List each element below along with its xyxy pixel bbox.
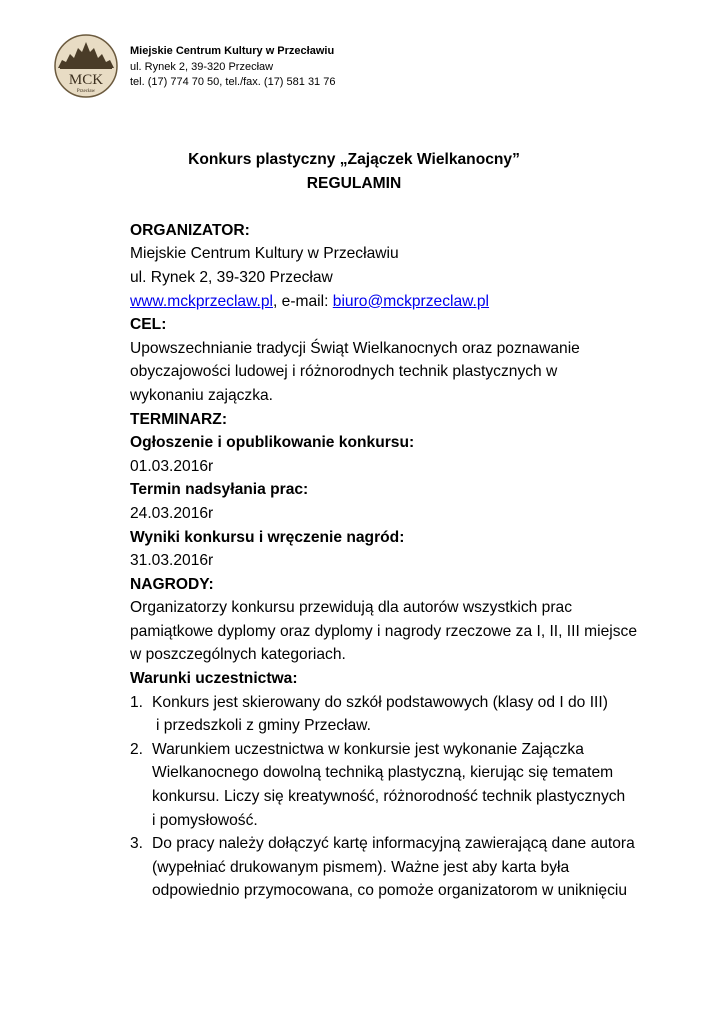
list-item-line: Wielkanocnego dowolną techniką plastyczną, kierując się tematem xyxy=(152,764,614,782)
list-item-line: i przedszkoli z gminy Przecław. xyxy=(156,717,371,735)
organizer-heading: ORGANIZATOR: xyxy=(130,221,250,239)
letterhead xyxy=(54,34,554,98)
list-item-line: Konkurs jest skierowany do szkół podstawowych (klasy od I do III) xyxy=(152,693,608,711)
email-label: , e-mail: xyxy=(272,292,333,310)
organizer-address: ul. Rynek 2, 39-320 Przecław xyxy=(130,268,333,286)
organizer-contact xyxy=(130,290,650,314)
announce-label: Ogłoszenie i opublikowanie konkursu: xyxy=(130,434,415,452)
list-item-line: (wypełniać drukowanym pismem). Ważne jest aby karta była xyxy=(152,858,570,876)
results-label: Wyniki konkursu i wręczenie nagród: xyxy=(130,528,405,546)
list-item-line: konkursu. Liczy się kreatywność, różnorodność technik plastycznych xyxy=(152,788,626,806)
list-item-line: Warunkiem uczestnictwa w konkursie jest wykonanie Zajączka xyxy=(152,740,584,758)
schedule-heading: TERMINARZ: xyxy=(130,410,228,428)
header-address: ul. Rynek 2, 39-320 Przecław xyxy=(130,60,274,73)
organizer-name: Miejskie Centrum Kultury w Przecławiu xyxy=(130,245,399,263)
goal-line: Upowszechnianie tradycji Świąt Wielkanocnych oraz poznawanie xyxy=(130,339,580,357)
mck-logo xyxy=(54,34,118,98)
document-body xyxy=(130,148,650,903)
email-link[interactable]: biuro@mckprzeclaw.pl xyxy=(332,292,490,310)
header-phone: tel. (17) 774 70 50, tel./fax. (17) 581 31 76 xyxy=(130,76,336,88)
list-item xyxy=(130,738,650,832)
doc-title: Konkurs plastyczny „Zajączek Wielkanocny” xyxy=(188,151,520,168)
list-item-number: 3. xyxy=(130,835,144,853)
goal-heading: CEL: xyxy=(130,316,167,334)
list-item-line: i pomysłowość. xyxy=(152,811,258,829)
website-link[interactable]: www.mckprzeclaw.pl xyxy=(130,292,273,310)
doc-subtitle: REGULAMIN xyxy=(306,174,402,192)
header-org-name: Miejskie Centrum Kultury w Przecławiu xyxy=(130,45,335,57)
list-item xyxy=(130,691,650,738)
goal-line: obyczajowości ludowej i różnorodnych technik plastycznych w xyxy=(130,363,558,381)
conditions-heading: Warunki uczestnictwa: xyxy=(130,670,298,688)
list-item-number: 2. xyxy=(130,740,144,758)
prizes-line: pamiątkowe dyplomy oraz dyplomy i nagrody rzeczowe za I, II, III miejsce xyxy=(130,622,637,640)
deadline-label: Termin nadsyłania prac: xyxy=(130,481,309,499)
announce-date: 01.03.2016r xyxy=(130,457,214,475)
goal-line: wykonaniu zajączka. xyxy=(130,386,274,404)
results-date: 31.03.2016r xyxy=(130,552,214,570)
list-item-line: odpowiednio przymocowana, co pomoże organizatorom w uniknięciu xyxy=(152,882,628,900)
list-item-line: Do pracy należy dołączyć kartę informacyjną zawierającą dane autora xyxy=(152,835,635,853)
prizes-heading: NAGRODY: xyxy=(130,575,214,593)
prizes-line: Organizatorzy konkursu przewidują dla autorów wszystkich prac xyxy=(130,599,573,617)
list-item-number: 1. xyxy=(130,693,144,711)
conditions-list xyxy=(130,691,650,903)
svg-text:MCK: MCK xyxy=(68,72,104,88)
list-item xyxy=(130,832,650,903)
svg-text:Przecław: Przecław xyxy=(76,89,96,94)
prizes-line: w poszczególnych kategoriach. xyxy=(130,646,346,664)
letterhead-text xyxy=(130,44,335,91)
deadline-date: 24.03.2016r xyxy=(130,504,214,522)
